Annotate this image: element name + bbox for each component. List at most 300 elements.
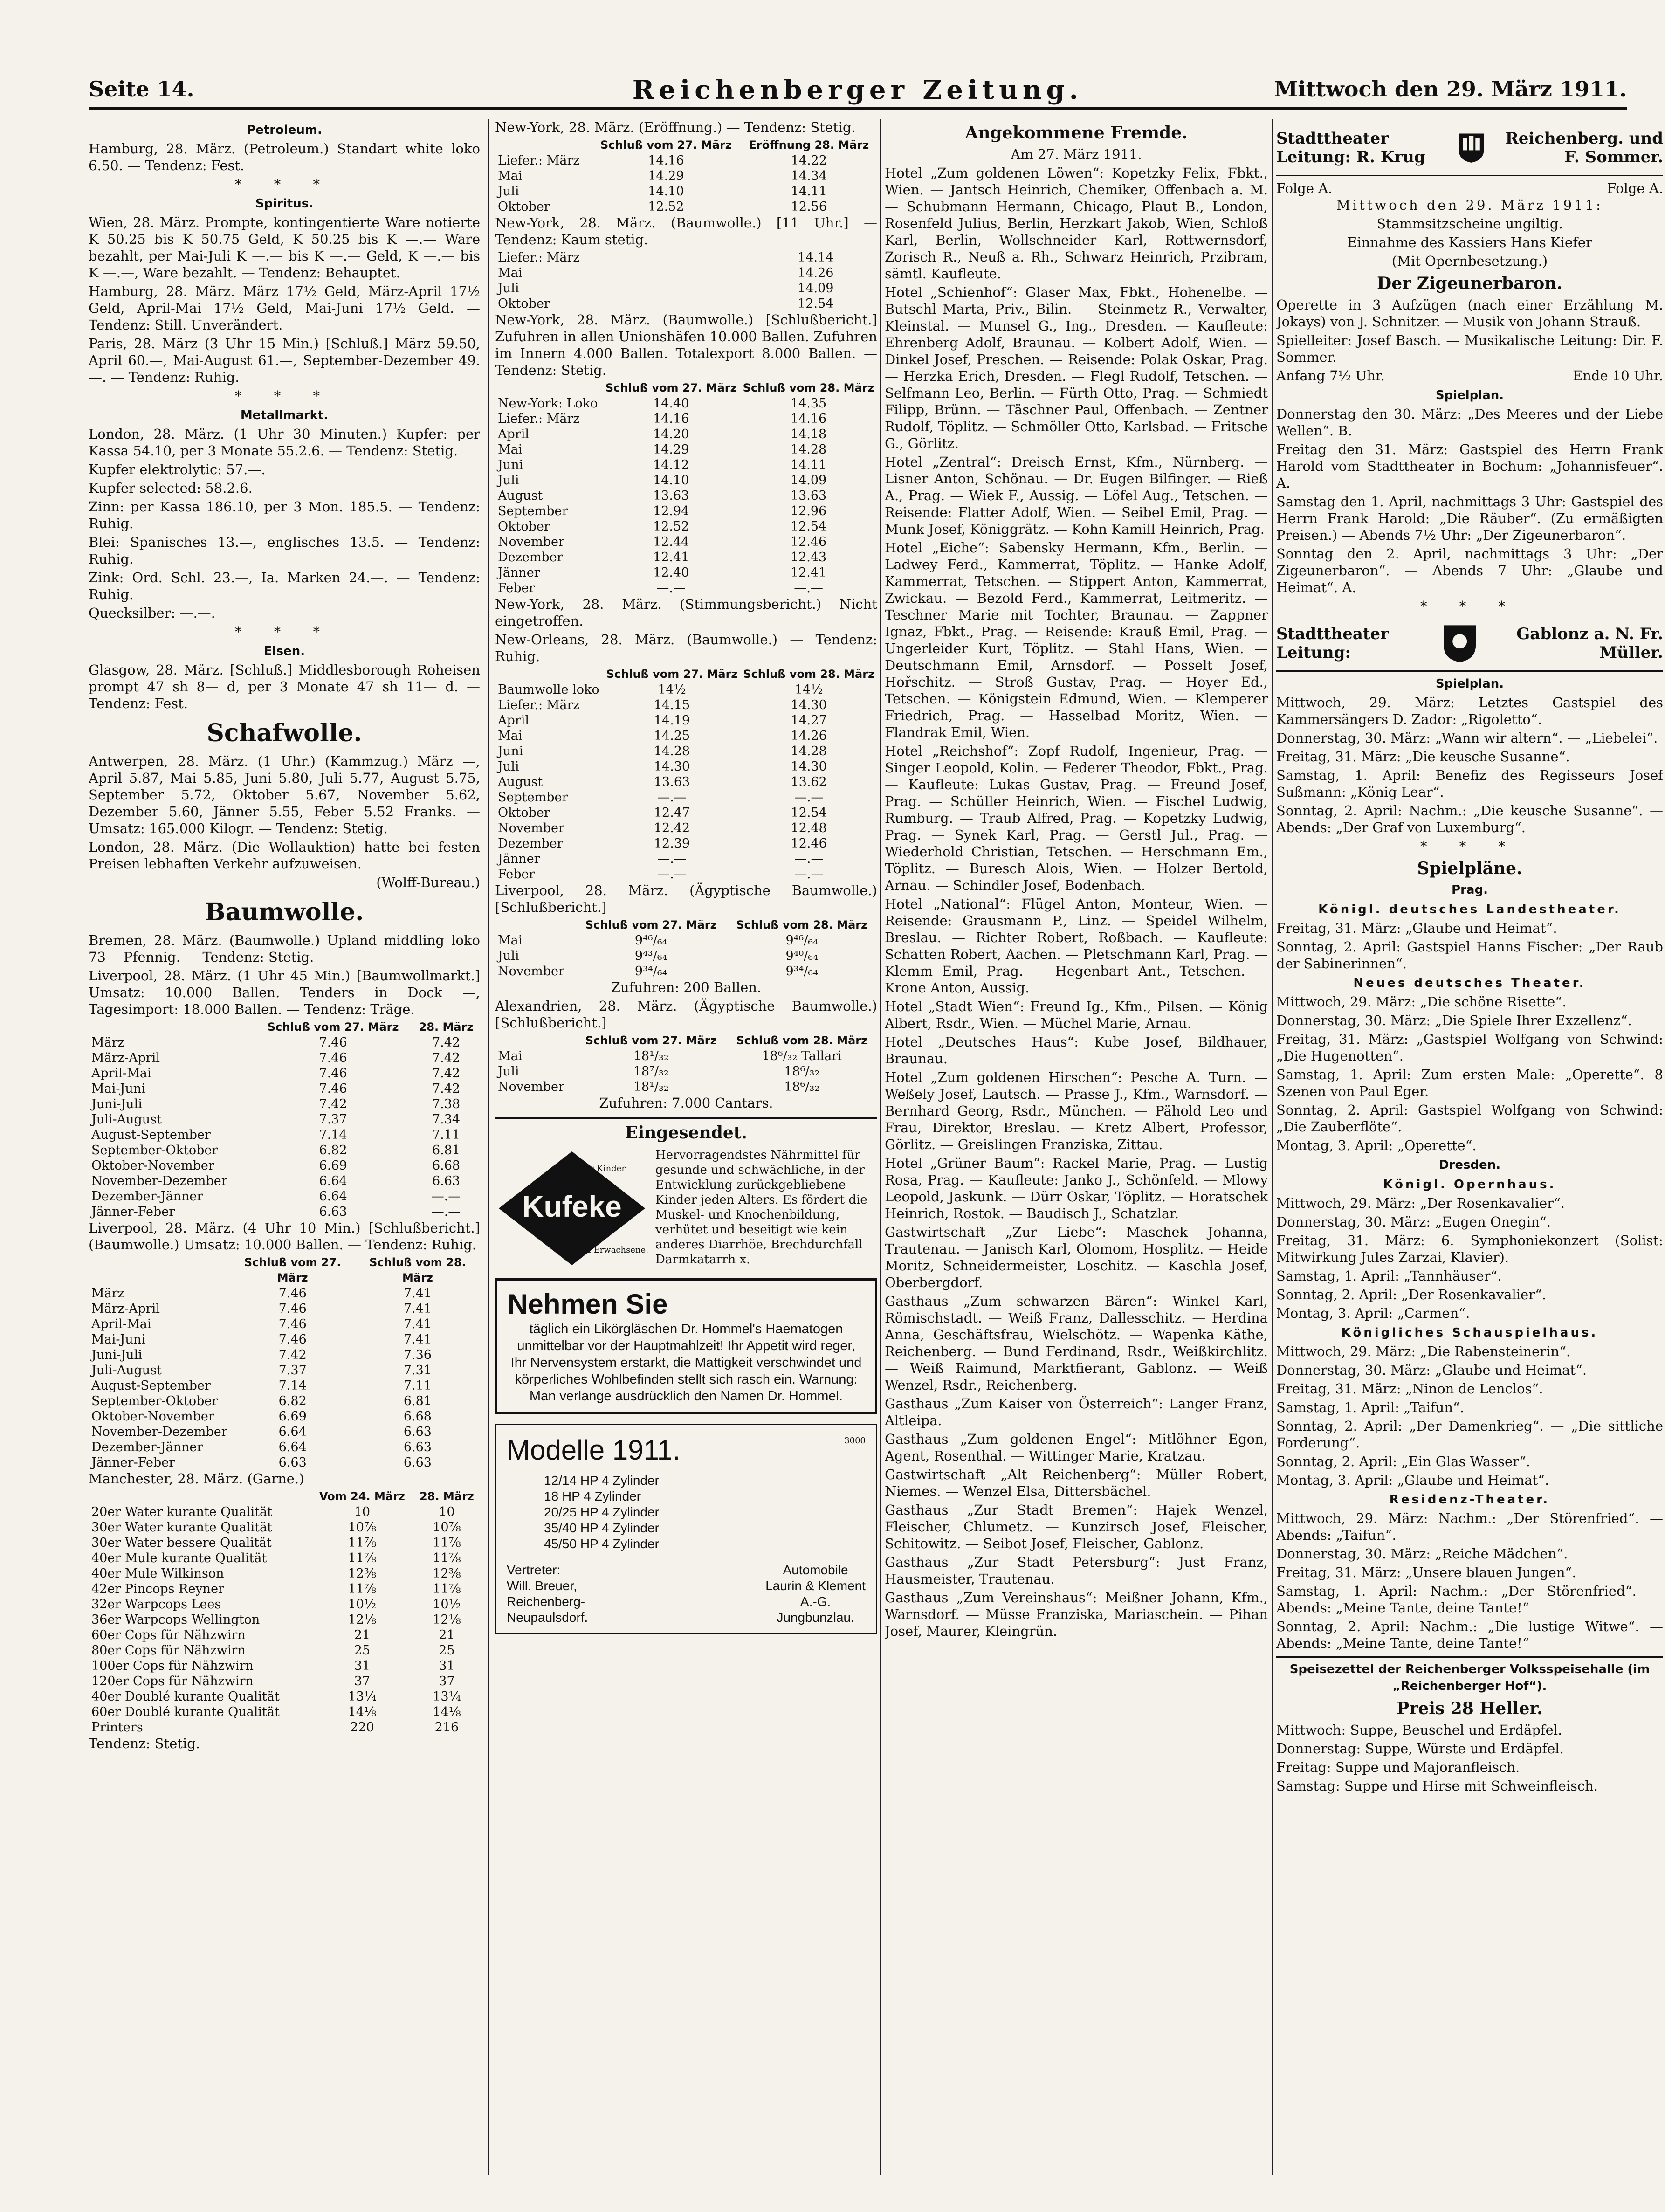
price-cell: 9⁴³/₆₄ xyxy=(634,949,667,963)
price-cell: 14.14 xyxy=(798,250,834,265)
dealer-line: Vertreter: xyxy=(507,1563,561,1577)
column-header: Schluß vom 27. März xyxy=(606,668,738,681)
table-row xyxy=(89,1689,480,1704)
table-row xyxy=(89,1674,480,1689)
price-cell: 14.29 xyxy=(653,442,689,457)
table-row xyxy=(89,1363,480,1378)
column-header: Schluß vom 27. März xyxy=(600,138,732,152)
price-cell: 21 xyxy=(354,1628,371,1642)
row-label: November xyxy=(498,821,564,835)
price-cell: 7.46 xyxy=(319,1051,347,1065)
row-label: Juli-August xyxy=(91,1112,162,1127)
price-cell: 12.54 xyxy=(791,806,827,820)
column-header: Vom 24. März xyxy=(319,1490,405,1503)
price-cell: 7.42 xyxy=(432,1051,461,1065)
price-cell: 12.46 xyxy=(790,535,827,549)
row-label: 30er Water bessere Qualität xyxy=(91,1536,272,1550)
dealer-line: Will. Breuer, xyxy=(507,1578,577,1593)
row-label: 42er Pincops Reyner xyxy=(91,1582,224,1596)
list-item: Donnerstag: Suppe, Würste und Erdäpfel. xyxy=(1276,1741,1564,1757)
start-time: Anfang 7½ Uhr. xyxy=(1276,368,1385,384)
advert-title: Modelle 1911. xyxy=(507,1434,681,1466)
price-cell: 31 xyxy=(439,1659,455,1673)
price-cell: 25 xyxy=(439,1643,455,1658)
row-label: März-April xyxy=(91,1302,160,1316)
price-cell: 14⅛ xyxy=(433,1705,461,1719)
price-table xyxy=(495,138,877,214)
price-cell: 11⅞ xyxy=(348,1551,377,1565)
table-row xyxy=(495,184,877,199)
row-label: Juli xyxy=(498,949,519,963)
issue-date: Mittwoch den 29. März 1911. xyxy=(1274,76,1627,102)
notice: Stammsitzscheine ungiltig. xyxy=(1376,216,1563,232)
column-markets xyxy=(89,119,480,2179)
section-heading: Spiritus. xyxy=(255,197,314,211)
price-table xyxy=(89,1255,480,1470)
maker-line: A.-G. xyxy=(800,1594,831,1609)
table-row xyxy=(495,473,877,488)
price-cell: —.— xyxy=(794,790,824,805)
price-cell: —.— xyxy=(431,1205,461,1219)
column-header xyxy=(89,1020,254,1035)
column-rule xyxy=(880,119,881,2175)
table-row xyxy=(89,1332,480,1347)
price-cell: 14.30 xyxy=(791,698,827,712)
table-row xyxy=(89,1520,480,1535)
price-cell: 14.10 xyxy=(648,184,684,199)
list-item: Donnerstag, 30. März: „Reiche Mädchen“. xyxy=(1276,1546,1568,1562)
section-title: Eingesendet. xyxy=(625,1123,747,1143)
page-number: Seite 14. xyxy=(89,76,194,102)
list-item: Sonntag, 2. April: „Der Damenkrieg“. — „Die sittliche Forderung“. xyxy=(1276,1418,1663,1451)
section-title: Spielpläne. xyxy=(1417,859,1522,878)
table-row xyxy=(495,728,877,744)
list-item: Samstag den 1. April, nachmittags 3 Uhr: Gastspiel des Herrn Frank Harold: „Die Räuber“. (Zu ermäßigten Preisen.) — Abends 7½ Uhr: „Der Zigeunerbaron“. xyxy=(1276,494,1663,543)
table-header-row xyxy=(89,1489,480,1504)
column-header: Schluß vom 27. März xyxy=(605,381,737,394)
row-label: New-York: Loko xyxy=(498,396,598,411)
row-label: 80er Cops für Nähzwirn xyxy=(91,1643,246,1658)
list-item: Freitag: Suppe und Majoranfleisch. xyxy=(1276,1759,1520,1775)
price-table xyxy=(495,250,877,311)
price-cell: 14.16 xyxy=(790,412,827,426)
list-item: Freitag, 31. März: „Unsere blauen Jungen“. xyxy=(1276,1564,1576,1580)
list-item: Montag, 3. April: „Glaube und Heimat“. xyxy=(1276,1472,1549,1488)
advert-header xyxy=(507,1433,866,1473)
price-cell: 6.81 xyxy=(403,1394,432,1408)
price-cell: 11⅞ xyxy=(433,1536,461,1550)
list-item: Samstag, 1. April: Nachm.: „Der Störenfried“. — Abends: „Meine Tante, deine Tante!“ xyxy=(1276,1583,1663,1616)
program-list xyxy=(1276,993,1663,1154)
price-cell: 7.42 xyxy=(432,1082,461,1096)
column-header: Schluß vom 28. März xyxy=(369,1256,466,1284)
table-row xyxy=(89,1158,480,1173)
table-row xyxy=(495,503,877,519)
price-cell: 7.42 xyxy=(319,1097,347,1111)
column-header xyxy=(495,917,576,933)
price-cell: 14.11 xyxy=(791,184,827,199)
price-cell: 9³⁴/₆₄ xyxy=(785,964,819,979)
price-cell: 14½ xyxy=(794,682,823,697)
row-label: Juli xyxy=(498,759,519,774)
program-list xyxy=(1276,1195,1663,1322)
column-header: 28. März xyxy=(420,1490,474,1503)
column-header xyxy=(89,1255,230,1286)
row-label: Jänner-Feber xyxy=(91,1455,175,1470)
table-row xyxy=(495,411,877,427)
list-item: Samstag, 1. April: Zum ersten Male: „Operette“. 8 Szenen von Paul Eger. xyxy=(1276,1067,1663,1099)
price-cell: —.— xyxy=(794,867,824,882)
price-cell: 7.46 xyxy=(278,1302,307,1316)
row-label: Oktober xyxy=(498,519,550,534)
price-cell: 6.63 xyxy=(403,1455,432,1470)
row-label: September xyxy=(498,790,568,805)
table-row xyxy=(495,744,877,759)
table-header-row xyxy=(89,1255,480,1286)
market-line: Zufuhren: 200 Ballen. xyxy=(611,979,762,995)
column-header: Schluß vom 28. März xyxy=(736,1034,868,1047)
price-cell: 7.46 xyxy=(278,1332,307,1347)
row-label: 20er Water kurante Qualität xyxy=(91,1505,272,1519)
maker-line: Laurin & Klement xyxy=(765,1578,866,1593)
city-crest-icon xyxy=(1457,124,1486,171)
row-label: Jänner-Feber xyxy=(91,1205,175,1219)
price-cell: 12.52 xyxy=(648,200,684,214)
row-label: November-Dezember xyxy=(91,1174,227,1188)
price-cell: —.— xyxy=(656,581,686,595)
price-cell: 7.11 xyxy=(432,1128,461,1142)
folge-line xyxy=(1276,180,1663,197)
price-cell: 14.28 xyxy=(790,442,827,457)
model-item: 20/25 HP 4 Zylinder xyxy=(544,1505,659,1519)
theater-heading: Neues deutsches Theater. xyxy=(1353,976,1586,990)
price-cell: 14.35 xyxy=(790,396,827,411)
table-row xyxy=(89,1189,480,1204)
advert-footer xyxy=(507,1562,866,1626)
price-cell: 10 xyxy=(439,1505,455,1519)
row-label: Juli xyxy=(498,1064,519,1079)
list-item: Mittwoch, 29. März: Letztes Gastspiel des Kammersängers D. Zador: „Rigoletto“. xyxy=(1276,695,1663,727)
arrival-entry: Hotel „Zum goldenen Hirschen“: Pesche A. Turn. — Weßely Josef, Lautsch. — Prasse J., Kfm., Warnsdorf. — Bernhard Georg, Rsdr., München. — Pähold Leo und Frau, Direktor, Breslau. — Kretz Albert, Professor, Görlitz. — Greislingen Franziska, Zittau. xyxy=(885,1069,1268,1152)
market-report: Manchester, 28. März. (Garne.) xyxy=(89,1471,304,1487)
list-item: Sonntag, 2. April: „Der Rosenkavalier“. xyxy=(1276,1287,1547,1302)
row-label: Oktober-November xyxy=(91,1409,214,1424)
theater-city: Reichenberg. und F. Sommer. xyxy=(1505,129,1663,166)
price-cell: 6.64 xyxy=(278,1440,307,1454)
table-header-row xyxy=(495,1033,877,1048)
market-report: Liverpool, 28. März. (1 Uhr 45 Min.) [Baumwollmarkt.] Umsatz: 10.000 Ballen. Tenders in Dock —, Tagesimport: 18.000 Ballen. — Tendenz: Träge. xyxy=(89,968,480,1017)
price-cell: 14.25 xyxy=(654,729,690,743)
market-report: Alexandrien, 28. März. (Ägyptische Baumwolle.) [Schlußbericht.] xyxy=(495,998,877,1031)
row-label: April xyxy=(498,427,529,441)
row-label: Mai xyxy=(498,1049,523,1063)
row-label: Printers xyxy=(91,1720,143,1735)
row-label: Liefer.: März xyxy=(498,698,580,712)
row-label: April-Mai xyxy=(91,1066,151,1081)
row-label: Liefer.: März xyxy=(498,412,580,426)
price-cell: —.— xyxy=(657,790,687,805)
table-row xyxy=(495,281,877,296)
market-report: Hamburg, 28. März. (Petroleum.) Standart white loko 6.50. — Tendenz: Fest. xyxy=(89,141,480,173)
price-table xyxy=(89,1489,480,1735)
table-row xyxy=(495,565,877,580)
row-label: Juni-Juli xyxy=(91,1097,142,1111)
table-row xyxy=(89,1535,480,1550)
table-row xyxy=(495,851,877,867)
theater-header xyxy=(1276,618,1663,672)
price-cell: 12.44 xyxy=(653,535,689,549)
arrival-entry: Gasthaus „Zum Kaiser von Österreich“: Langer Franz, Altleipa. xyxy=(885,1396,1268,1428)
table-row xyxy=(89,1550,480,1566)
list-item: Samstag, 1. April: Benefiz des Regisseurs Josef Sußmann: „König Lear“. xyxy=(1276,767,1663,800)
section-heading: Speisezettel der Reichenberger Volksspeisehalle (im „Reichenberger Hof“). xyxy=(1289,1662,1650,1693)
column-cotton xyxy=(495,119,877,2179)
table-row xyxy=(89,1704,480,1720)
play-credits: Spielleiter: Josef Basch. — Musikalische Leitung: Dir. F. Sommer. xyxy=(1276,332,1663,365)
table-header-row xyxy=(495,917,877,933)
list-item: Donnerstag, 30. März: „Glaube und Heimat“. xyxy=(1276,1362,1587,1378)
table-row xyxy=(495,964,877,979)
price-cell: 13.62 xyxy=(791,775,827,789)
price-cell: 10⅞ xyxy=(433,1520,461,1535)
notice: (Mit Opernbesetzung.) xyxy=(1391,253,1548,269)
newspaper-title: Reichenberger Zeitung. xyxy=(632,75,1083,105)
price-cell: 18¹/₃₂ xyxy=(633,1080,669,1094)
arrival-entry: Hotel „Eiche“: Sabensky Hermann, Kfm., Berlin. — Ladwey Ferd., Kammerrat, Töplitz. — Hanke Adolf, Kammerrat, Tetschen. — Stippert Anton, Kammerrat, Zwickau. — Bezold Ferd., Kammerrat, Leitmeritz. — Teschner Marie mit Tochter, Braunau. — Zappner Ignaz, Fbkt., Prag. — Reisende: Krauß Emil, Prag. — Ungerleider Kurt, Töplitz. — Stahl Hans, Wien. — Deutschmann Emil, Arnsdorf. — Posselt Josef, Hořschitz. — Stroß Gustav, Prag. — Hoyer Ed., Tetschen. — Königstein Edmund, Wien. — Klemperer Friedrich, Prag. — Hasselbad Moritz, Wien. — Flandrak Emil, Wien. xyxy=(885,540,1268,740)
maker-line: Automobile xyxy=(783,1563,848,1577)
price-cell: 18¹/₃₂ xyxy=(633,1049,669,1063)
list-item: Donnerstag, 30. März: „Eugen Onegin“. xyxy=(1276,1214,1551,1230)
row-label: Dezember xyxy=(498,836,563,851)
model-list xyxy=(507,1473,866,1552)
row-label: Jänner xyxy=(498,565,540,580)
column-header xyxy=(495,138,592,153)
times xyxy=(1276,367,1663,384)
list-item: Sonntag, 2. April: Nachm.: „Die keusche Susanne“. — Abends: „Der Graf von Luxemburg“. xyxy=(1276,803,1663,835)
end-time: Ende 10 Uhr. xyxy=(1573,368,1663,384)
row-label: September xyxy=(498,504,568,518)
separator: * * * xyxy=(1420,838,1519,854)
column-header: 28. März xyxy=(419,1020,474,1034)
price-cell: 7.46 xyxy=(278,1317,307,1331)
price-cell: 14.29 xyxy=(648,169,684,183)
market-line: Blei: Spanisches 13.—, englisches 13.5. — Tendenz: Ruhig. xyxy=(89,534,480,567)
price-cell: 14.28 xyxy=(654,744,690,758)
modelle-advert xyxy=(495,1424,877,1634)
price-cell: 6.68 xyxy=(432,1158,461,1173)
price-table xyxy=(495,1033,877,1095)
price-cell: —.— xyxy=(657,852,687,866)
price-cell: 6.64 xyxy=(319,1174,347,1188)
table-row xyxy=(89,1050,480,1066)
dealer-block xyxy=(507,1562,588,1626)
price-cell: 13.63 xyxy=(654,775,690,789)
row-label: Liefer.: März xyxy=(498,153,580,168)
theater-city: Gablonz a. N. Fr. Müller. xyxy=(1516,625,1663,662)
row-label: August xyxy=(498,775,543,789)
theater-name: Stadttheater Leitung: xyxy=(1276,625,1389,662)
price-cell: 10 xyxy=(354,1505,371,1519)
table-row xyxy=(495,265,877,281)
row-label: 60er Doublé kurante Qualität xyxy=(91,1705,280,1719)
arrival-entry: Hotel „Zum goldenen Löwen“: Kopetzky Felix, Fbkt., Wien. — Jantsch Heinrich, Chemiker, Offenbach a. M. — Schubmann Hermann, Chicago, Plaut B., London, Rosenfeld Julius, Berlin, Herzkart Jakob, Wien, Schloß Karl, Berlin, Wollschneider Karl, Rottwernsdorf, Zorisch R., Neuß a. Rh., Schwarz Heinrich, Przibram, sämtl. Kaufleute. xyxy=(885,165,1268,282)
row-label: November-Dezember xyxy=(91,1425,227,1439)
dealer-line: Neupaulsdorf. xyxy=(507,1610,588,1625)
table-row xyxy=(89,1127,480,1143)
column-header: Schluß vom 27. März xyxy=(585,1034,717,1047)
program-list xyxy=(1276,694,1663,836)
table-row xyxy=(495,697,877,713)
market-report: Bremen, 28. März. (Baumwolle.) Upland middling loko 73— Pfennig. — Tendenz: Stetig. xyxy=(89,932,480,965)
folge-left: Folge A. xyxy=(1276,180,1333,196)
price-cell: 6.69 xyxy=(278,1409,307,1424)
table-row xyxy=(495,168,877,184)
market-report: New-Orleans, 28. März. (Baumwolle.) — Tendenz: Ruhig. xyxy=(495,632,877,664)
table-row xyxy=(89,1612,480,1627)
program-list xyxy=(1276,1343,1663,1488)
price-cell: 12.41 xyxy=(790,565,827,580)
price-cell: 12.54 xyxy=(798,296,834,311)
table-row xyxy=(89,1081,480,1096)
price-cell: 9⁴⁶/₆₄ xyxy=(785,933,819,948)
column-header xyxy=(495,667,604,682)
row-label: 120er Cops für Nähzwirn xyxy=(91,1674,254,1688)
section-title: Baumwolle. xyxy=(205,898,364,926)
price-cell: 13¼ xyxy=(433,1689,461,1704)
market-line: Tendenz: Stetig. xyxy=(89,1736,200,1751)
city-heading: Prag. xyxy=(1452,883,1488,897)
kufeke-bottom-text: und Erwachsene. xyxy=(575,1245,648,1255)
price-cell: 14½ xyxy=(658,682,686,697)
price-cell: 6.82 xyxy=(278,1394,307,1408)
arrival-entry: Hotel „Reichshof“: Zopf Rudolf, Ingenieur, Prag. — Singer Leopold, Kolin. — Federer Theodor, Fbkt., Prag. — Kaufleute: Lukas Gustav, Prag. — Freund Josef, Prag. — Schüller Heinrich, Wien. — Fischel Ludwig, Rumburg. — Traub Alfred, Prag. — Kopetzky Ludwig, Prag. — Synek Karl, Prag. — Gerstl Jul., Prag. — Wiederhold Christian, Tetschen. — Herschmann Em., Töplitz. — Buresch Alois, Wien. — Holzer Bertold, Arnau. — Schindler Josef, Bodenbach. xyxy=(885,743,1268,893)
table-row xyxy=(89,1643,480,1658)
price-cell: 12.39 xyxy=(654,836,690,851)
price-cell: 7.46 xyxy=(278,1286,307,1301)
price-cell: 14.19 xyxy=(654,713,690,728)
divider xyxy=(1276,1656,1663,1658)
column-header: Schluß vom 27. März xyxy=(585,918,717,931)
list-item: Sonntag den 2. April, nachmittags 3 Uhr: „Der Zigeunerbaron“. — Abends 7 Uhr: „Glaube und Heimat“. A. xyxy=(1276,546,1663,595)
row-label: September-Oktober xyxy=(91,1143,218,1158)
row-label: Mai-Juni xyxy=(91,1082,145,1096)
table-row xyxy=(89,1347,480,1363)
column-header: Eröffnung 28. März xyxy=(749,138,869,152)
market-report: New-York, 28. März. (Eröffnung.) — Tendenz: Stetig. xyxy=(495,119,856,135)
price-cell: 10½ xyxy=(433,1597,461,1612)
price-cell: 14.27 xyxy=(791,713,827,728)
table-row xyxy=(495,805,877,820)
table-row xyxy=(89,1720,480,1735)
row-label: August-September xyxy=(91,1378,211,1393)
price-cell: 12.56 xyxy=(791,200,827,214)
market-report: New-York, 28. März. (Stimmungsbericht.) Nicht eingetroffen. xyxy=(495,596,877,629)
row-label: September-Oktober xyxy=(91,1394,218,1408)
market-report: Wien, 28. März. Prompte, kontingentierte Ware notierte K 50.25 bis K 50.75 Geld, K 50.25 bis K —.— Ware bezahlt, per Mai-Juli K —.— bis K —.— Geld, K —.— bis K —.—, Ware bezahlt. — Tendenz: Behauptet. xyxy=(89,214,480,281)
column-header xyxy=(89,1489,311,1504)
price-cell: 14⅛ xyxy=(348,1705,377,1719)
price-cell: 12.94 xyxy=(653,504,689,518)
market-line: Kupfer elektrolytic: 57.—. xyxy=(89,462,266,477)
price-cell: 6.69 xyxy=(319,1158,347,1173)
table-row xyxy=(89,1143,480,1158)
price-cell: 14.16 xyxy=(653,412,689,426)
column-header: Schluß vom 28. März xyxy=(743,668,875,681)
table-row xyxy=(495,427,877,442)
row-label: 40er Doublé kurante Qualität xyxy=(91,1689,280,1704)
table-row xyxy=(89,1301,480,1316)
masthead xyxy=(89,70,1627,110)
row-label: Juli xyxy=(498,281,519,296)
list-item: Mittwoch, 29. März: „Der Rosenkavalier“. xyxy=(1276,1195,1565,1211)
price-cell: 10⅞ xyxy=(348,1520,377,1535)
market-line: Kupfer selected: 58.2.6. xyxy=(89,480,253,496)
kufeke-brand-text: Kufeke xyxy=(522,1190,622,1223)
price-cell: 12.47 xyxy=(654,806,690,820)
theater-header xyxy=(1276,123,1663,176)
price-cell: 7.37 xyxy=(278,1363,307,1378)
table-row xyxy=(89,1455,480,1470)
market-report: London, 28. März. (1 Uhr 30 Minuten.) Kupfer: per Kassa 54.10, per 3 Monate 55.2.6. — Tendenz: Stetig. xyxy=(89,426,480,459)
row-label: Oktober xyxy=(498,200,550,214)
price-cell: 7.41 xyxy=(403,1302,432,1316)
arrival-entry: Hotel „Zentral“: Dreisch Ernst, Kfm., Nürnberg. — Lisner Anton, Schönau. — Dr. Eugen Bilfinger. — Rieß A., Prag. — Wiek F., Aussig. — Löfel Aug., Tetschen. — Reisende: Flatter Adolf, Wien. — Seibel Emil, Prag. — Munk Josef, Königgrätz. — Kohn Kamill Heinrich, Prag. xyxy=(885,454,1268,537)
price-cell: 9³⁴/₆₄ xyxy=(634,964,667,979)
arrival-entry: Gasthaus „Zur Stadt Bremen“: Hajek Wenzel, Fleischer, Chlumetz. — Kunzirsch Josef, Fleischer, Schitowitz. — Seibot Josef, Fleischer, Gablonz. xyxy=(885,1502,1268,1551)
list-item: Montag, 3. April: „Operette“. xyxy=(1276,1137,1477,1153)
program-list xyxy=(1276,406,1663,596)
price-cell: 7.41 xyxy=(403,1332,432,1347)
row-label: Juli-August xyxy=(91,1363,162,1378)
row-label: Oktober-November xyxy=(91,1158,214,1173)
performance-day: Mittwoch den 29. März 1911: xyxy=(1336,197,1603,213)
market-line: Zufuhren: 7.000 Cantars. xyxy=(599,1095,773,1111)
price-cell: 14.34 xyxy=(791,169,827,183)
list-item: Donnerstag den 30. März: „Des Meeres und der Liebe Wellen“. B. xyxy=(1276,406,1663,439)
price-cell: 6.64 xyxy=(278,1425,307,1439)
row-label: November xyxy=(498,1080,564,1094)
price-cell: 10½ xyxy=(348,1597,377,1612)
list-item: Mittwoch: Suppe, Beuschel und Erdäpfel. xyxy=(1276,1722,1562,1738)
table-row xyxy=(89,1173,480,1189)
price-cell: 14.11 xyxy=(790,458,827,472)
price-cell: 6.68 xyxy=(403,1409,432,1424)
model-item: 45/50 HP 4 Zylinder xyxy=(544,1537,659,1551)
row-label: 36er Warpcops Wellington xyxy=(91,1612,260,1627)
price-cell: 12.54 xyxy=(790,519,827,534)
arrival-entry: Hotel „Deutsches Haus“: Kube Josef, Bildhauer, Braunau. xyxy=(885,1034,1268,1067)
table-row xyxy=(495,1079,877,1095)
folge-right: Folge A. xyxy=(1607,180,1663,196)
row-label: Mai xyxy=(498,442,523,457)
price-cell: 11⅞ xyxy=(433,1582,461,1596)
price-cell: 6.63 xyxy=(403,1440,432,1454)
advert-mark: 3000 xyxy=(844,1436,866,1446)
row-label: Mai xyxy=(498,266,523,280)
column-header: Schluß vom 28. März xyxy=(743,381,874,394)
notice: Einnahme des Kassiers Hans Kiefer xyxy=(1347,234,1592,250)
row-label: Mai xyxy=(498,169,523,183)
list-item: Freitag, 31. März: 6. Symphoniekonzert (Solist: Mitwirkung Jules Zarzai, Klavier). xyxy=(1276,1233,1663,1265)
price-cell: 7.37 xyxy=(319,1112,347,1127)
price-cell: 18⁶/₃₂ xyxy=(784,1080,820,1094)
table-row xyxy=(89,1035,480,1050)
price-cell: 12.40 xyxy=(653,565,689,580)
row-label: 60er Cops für Nähzwirn xyxy=(91,1628,246,1642)
price-cell: 14.16 xyxy=(648,153,684,168)
list-item: Mittwoch, 29. März: Nachm.: „Der Störenfried“. — Abends: „Taifun“. xyxy=(1276,1510,1663,1543)
row-label: Juli xyxy=(498,473,519,488)
